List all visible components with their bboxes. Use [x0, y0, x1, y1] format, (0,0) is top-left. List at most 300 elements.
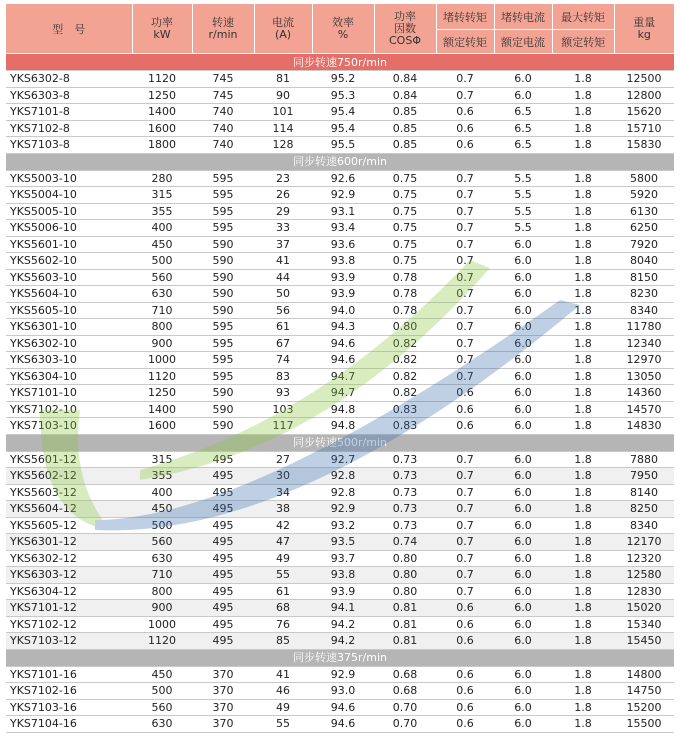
cell-current: 44: [254, 269, 312, 286]
cell-power: 1120: [132, 71, 192, 88]
header-locked-torque: 堵转转矩: [436, 4, 494, 30]
cell-model: YKS6302-8: [6, 71, 132, 88]
section-header: [6, 434, 674, 451]
cell-weight: 12580: [614, 567, 674, 584]
cell-locked-current: 6.0: [494, 583, 552, 600]
cell-weight: 7920: [614, 236, 674, 253]
table-row: [6, 401, 674, 418]
header-rated-torque-1: 额定转矩: [436, 30, 494, 54]
cell-max-torque: 1.8: [552, 716, 614, 733]
cell-efficiency: 93.6: [312, 236, 374, 253]
cell-locked-current: 6.0: [494, 385, 552, 402]
cell-power-factor: 0.73: [374, 517, 436, 534]
cell-current: 117: [254, 418, 312, 435]
cell-speed: 590: [192, 269, 254, 286]
cell-locked-torque: 0.7: [436, 352, 494, 369]
table-row: [6, 699, 674, 716]
cell-locked-torque: 0.7: [436, 468, 494, 485]
cell-current: 47: [254, 534, 312, 551]
cell-weight: 8150: [614, 269, 674, 286]
table-row: [6, 269, 674, 286]
header-max-torque: 最大转矩: [552, 4, 614, 30]
cell-weight: 12170: [614, 534, 674, 551]
cell-model: YKS7101-16: [6, 666, 132, 683]
cell-power: 710: [132, 567, 192, 584]
cell-weight: 8340: [614, 302, 674, 319]
cell-power-factor: 0.73: [374, 468, 436, 485]
cell-model: YKS5602-12: [6, 468, 132, 485]
cell-locked-current: 6.0: [494, 451, 552, 468]
cell-max-torque: 1.8: [552, 451, 614, 468]
cell-speed: 595: [192, 203, 254, 220]
cell-speed: 745: [192, 87, 254, 104]
cell-max-torque: 1.8: [552, 418, 614, 435]
cell-model: YKS5004-10: [6, 187, 132, 204]
cell-power: 900: [132, 335, 192, 352]
cell-locked-torque: 0.6: [436, 120, 494, 137]
cell-speed: 495: [192, 451, 254, 468]
cell-weight: 15830: [614, 137, 674, 154]
spec-table-container: [6, 4, 674, 733]
cell-weight: 8040: [614, 253, 674, 270]
cell-locked-torque: 0.6: [436, 137, 494, 154]
cell-efficiency: 92.6: [312, 170, 374, 187]
cell-model: YKS7103-8: [6, 137, 132, 154]
cell-model: YKS6304-10: [6, 368, 132, 385]
cell-current: 37: [254, 236, 312, 253]
table-row: [6, 236, 674, 253]
cell-weight: 12800: [614, 87, 674, 104]
cell-power-factor: 0.82: [374, 335, 436, 352]
cell-efficiency: 94.2: [312, 633, 374, 650]
cell-current: 50: [254, 286, 312, 303]
cell-current: 55: [254, 716, 312, 733]
table-row: [6, 137, 674, 154]
cell-max-torque: 1.8: [552, 87, 614, 104]
cell-efficiency: 93.2: [312, 517, 374, 534]
cell-max-torque: 1.8: [552, 534, 614, 551]
cell-current: 61: [254, 319, 312, 336]
cell-power: 450: [132, 236, 192, 253]
cell-speed: 590: [192, 253, 254, 270]
cell-power: 1800: [132, 137, 192, 154]
cell-locked-torque: 0.7: [436, 87, 494, 104]
cell-model: YKS5605-10: [6, 302, 132, 319]
cell-locked-torque: 0.7: [436, 517, 494, 534]
cell-locked-torque: 0.7: [436, 583, 494, 600]
cell-speed: 495: [192, 550, 254, 567]
cell-max-torque: 1.8: [552, 220, 614, 237]
cell-power: 1600: [132, 418, 192, 435]
cell-model: YKS6301-10: [6, 319, 132, 336]
cell-speed: 745: [192, 71, 254, 88]
table-row: [6, 302, 674, 319]
header-power: 功率 kW: [132, 4, 192, 54]
cell-locked-current: 6.0: [494, 319, 552, 336]
cell-power-factor: 0.84: [374, 71, 436, 88]
cell-locked-current: 6.0: [494, 716, 552, 733]
cell-speed: 595: [192, 319, 254, 336]
cell-locked-torque: 0.6: [436, 699, 494, 716]
cell-speed: 495: [192, 600, 254, 617]
cell-power: 355: [132, 468, 192, 485]
cell-locked-current: 6.0: [494, 468, 552, 485]
cell-max-torque: 1.8: [552, 567, 614, 584]
cell-power: 400: [132, 220, 192, 237]
cell-weight: 12500: [614, 71, 674, 88]
cell-power-factor: 0.85: [374, 137, 436, 154]
cell-efficiency: 94.8: [312, 418, 374, 435]
cell-model: YKS6302-10: [6, 335, 132, 352]
cell-speed: 590: [192, 302, 254, 319]
table-row: [6, 484, 674, 501]
table-row: [6, 319, 674, 336]
cell-power: 1000: [132, 352, 192, 369]
cell-power: 1250: [132, 87, 192, 104]
cell-model: YKS5601-10: [6, 236, 132, 253]
cell-current: 30: [254, 468, 312, 485]
cell-locked-current: 6.0: [494, 286, 552, 303]
cell-weight: 15710: [614, 120, 674, 137]
cell-power: 900: [132, 600, 192, 617]
cell-efficiency: 92.8: [312, 484, 374, 501]
cell-speed: 495: [192, 517, 254, 534]
cell-power-factor: 0.70: [374, 716, 436, 733]
cell-efficiency: 94.0: [312, 302, 374, 319]
cell-power-factor: 0.78: [374, 286, 436, 303]
cell-max-torque: 1.8: [552, 368, 614, 385]
cell-efficiency: 94.1: [312, 600, 374, 617]
cell-efficiency: 94.6: [312, 335, 374, 352]
cell-current: 38: [254, 501, 312, 518]
cell-efficiency: 94.7: [312, 368, 374, 385]
cell-max-torque: 1.8: [552, 71, 614, 88]
cell-speed: 590: [192, 418, 254, 435]
header-weight: 重量 kg: [614, 4, 674, 54]
cell-power-factor: 0.73: [374, 501, 436, 518]
cell-locked-torque: 0.7: [436, 451, 494, 468]
cell-max-torque: 1.8: [552, 286, 614, 303]
section-header: [6, 54, 674, 71]
cell-speed: 370: [192, 699, 254, 716]
cell-locked-current: 6.0: [494, 600, 552, 617]
cell-power-factor: 0.80: [374, 319, 436, 336]
cell-current: 49: [254, 699, 312, 716]
table-row: [6, 187, 674, 204]
cell-locked-current: 6.0: [494, 633, 552, 650]
cell-weight: 5920: [614, 187, 674, 204]
table-row: [6, 616, 674, 633]
cell-weight: 8340: [614, 517, 674, 534]
cell-weight: 5800: [614, 170, 674, 187]
cell-speed: 595: [192, 368, 254, 385]
cell-power: 500: [132, 683, 192, 700]
cell-current: 68: [254, 600, 312, 617]
cell-locked-torque: 0.7: [436, 187, 494, 204]
cell-speed: 740: [192, 120, 254, 137]
cell-efficiency: 93.9: [312, 583, 374, 600]
cell-locked-torque: 0.7: [436, 253, 494, 270]
cell-model: YKS6303-10: [6, 352, 132, 369]
cell-current: 33: [254, 220, 312, 237]
cell-locked-current: 6.0: [494, 699, 552, 716]
cell-power: 800: [132, 583, 192, 600]
cell-speed: 495: [192, 501, 254, 518]
section-title: 同步转速600r/min: [6, 153, 674, 170]
cell-speed: 370: [192, 683, 254, 700]
cell-locked-torque: 0.6: [436, 418, 494, 435]
cell-current: 41: [254, 666, 312, 683]
section-title: 同步转速750r/min: [6, 54, 674, 71]
cell-current: 101: [254, 104, 312, 121]
cell-weight: 7880: [614, 451, 674, 468]
cell-locked-current: 6.0: [494, 567, 552, 584]
cell-max-torque: 1.8: [552, 401, 614, 418]
cell-locked-current: 6.0: [494, 501, 552, 518]
cell-power-factor: 0.83: [374, 401, 436, 418]
cell-speed: 595: [192, 187, 254, 204]
cell-efficiency: 95.4: [312, 104, 374, 121]
cell-efficiency: 95.4: [312, 120, 374, 137]
table-row: [6, 501, 674, 518]
cell-weight: 8140: [614, 484, 674, 501]
cell-current: 67: [254, 335, 312, 352]
cell-current: 128: [254, 137, 312, 154]
cell-model: YKS7104-16: [6, 716, 132, 733]
table-row: [6, 666, 674, 683]
cell-power-factor: 0.75: [374, 253, 436, 270]
cell-model: YKS7103-16: [6, 699, 132, 716]
cell-locked-torque: 0.7: [436, 501, 494, 518]
cell-model: YKS5005-10: [6, 203, 132, 220]
cell-power: 560: [132, 269, 192, 286]
cell-speed: 590: [192, 401, 254, 418]
cell-power-factor: 0.80: [374, 583, 436, 600]
cell-max-torque: 1.8: [552, 104, 614, 121]
cell-max-torque: 1.8: [552, 335, 614, 352]
table-row: [6, 368, 674, 385]
cell-power-factor: 0.82: [374, 368, 436, 385]
cell-power-factor: 0.80: [374, 550, 436, 567]
table-row: [6, 170, 674, 187]
cell-model: YKS6303-8: [6, 87, 132, 104]
cell-efficiency: 93.9: [312, 269, 374, 286]
cell-current: 81: [254, 71, 312, 88]
cell-current: 103: [254, 401, 312, 418]
cell-model: YKS5603-10: [6, 269, 132, 286]
cell-locked-current: 6.0: [494, 87, 552, 104]
cell-weight: 14830: [614, 418, 674, 435]
cell-weight: 15200: [614, 699, 674, 716]
cell-power-factor: 0.82: [374, 352, 436, 369]
cell-locked-torque: 0.7: [436, 550, 494, 567]
cell-speed: 495: [192, 583, 254, 600]
cell-locked-current: 6.0: [494, 352, 552, 369]
cell-power: 710: [132, 302, 192, 319]
cell-efficiency: 94.3: [312, 319, 374, 336]
cell-efficiency: 94.6: [312, 699, 374, 716]
table-row: [6, 104, 674, 121]
cell-speed: 590: [192, 236, 254, 253]
cell-efficiency: 95.5: [312, 137, 374, 154]
cell-power-factor: 0.70: [374, 699, 436, 716]
cell-locked-current: 6.0: [494, 253, 552, 270]
table-row: [6, 716, 674, 733]
cell-locked-torque: 0.6: [436, 666, 494, 683]
cell-weight: 13050: [614, 368, 674, 385]
cell-max-torque: 1.8: [552, 501, 614, 518]
cell-locked-torque: 0.6: [436, 401, 494, 418]
cell-speed: 370: [192, 716, 254, 733]
cell-max-torque: 1.8: [552, 187, 614, 204]
cell-efficiency: 93.9: [312, 286, 374, 303]
cell-locked-current: 6.0: [494, 616, 552, 633]
cell-power: 1120: [132, 368, 192, 385]
cell-efficiency: 95.2: [312, 71, 374, 88]
table-row: [6, 220, 674, 237]
cell-locked-torque: 0.7: [436, 269, 494, 286]
cell-current: 114: [254, 120, 312, 137]
cell-power: 500: [132, 517, 192, 534]
table-row: [6, 71, 674, 88]
cell-power-factor: 0.83: [374, 418, 436, 435]
cell-locked-torque: 0.7: [436, 567, 494, 584]
cell-speed: 495: [192, 633, 254, 650]
header-power-factor: 功率 因数 COSΦ: [374, 4, 436, 54]
cell-weight: 11780: [614, 319, 674, 336]
cell-power: 450: [132, 666, 192, 683]
cell-power: 1400: [132, 104, 192, 121]
cell-weight: 14800: [614, 666, 674, 683]
cell-locked-torque: 0.6: [436, 616, 494, 633]
cell-weight: 14750: [614, 683, 674, 700]
cell-speed: 495: [192, 468, 254, 485]
cell-model: YKS7101-10: [6, 385, 132, 402]
table-row: [6, 468, 674, 485]
cell-max-torque: 1.8: [552, 666, 614, 683]
cell-speed: 740: [192, 137, 254, 154]
header-current: 电流 (A): [254, 4, 312, 54]
cell-locked-current: 6.0: [494, 401, 552, 418]
cell-power: 400: [132, 484, 192, 501]
cell-power-factor: 0.74: [374, 534, 436, 551]
cell-locked-torque: 0.6: [436, 633, 494, 650]
cell-efficiency: 93.1: [312, 203, 374, 220]
cell-max-torque: 1.8: [552, 468, 614, 485]
cell-current: 29: [254, 203, 312, 220]
table-row: [6, 517, 674, 534]
cell-weight: 15340: [614, 616, 674, 633]
cell-power-factor: 0.85: [374, 120, 436, 137]
cell-power: 800: [132, 319, 192, 336]
cell-locked-torque: 0.7: [436, 319, 494, 336]
cell-efficiency: 92.9: [312, 666, 374, 683]
cell-locked-current: 6.5: [494, 137, 552, 154]
cell-efficiency: 94.7: [312, 385, 374, 402]
cell-max-torque: 1.8: [552, 253, 614, 270]
cell-weight: 14360: [614, 385, 674, 402]
cell-power: 450: [132, 501, 192, 518]
table-row: [6, 633, 674, 650]
cell-weight: 12320: [614, 550, 674, 567]
table-row: [6, 120, 674, 137]
cell-locked-current: 6.0: [494, 484, 552, 501]
cell-max-torque: 1.8: [552, 385, 614, 402]
cell-efficiency: 92.7: [312, 451, 374, 468]
cell-speed: 370: [192, 666, 254, 683]
cell-locked-torque: 0.7: [436, 236, 494, 253]
cell-max-torque: 1.8: [552, 683, 614, 700]
cell-max-torque: 1.8: [552, 550, 614, 567]
cell-current: 27: [254, 451, 312, 468]
cell-weight: 8250: [614, 501, 674, 518]
table-body: [6, 54, 674, 733]
cell-power-factor: 0.75: [374, 187, 436, 204]
cell-locked-torque: 0.7: [436, 484, 494, 501]
cell-power: 1250: [132, 385, 192, 402]
cell-model: YKS5603-12: [6, 484, 132, 501]
cell-model: YKS6303-12: [6, 567, 132, 584]
cell-model: YKS5602-10: [6, 253, 132, 270]
cell-power-factor: 0.85: [374, 104, 436, 121]
cell-power-factor: 0.75: [374, 170, 436, 187]
table-row: [6, 418, 674, 435]
cell-speed: 740: [192, 104, 254, 121]
cell-power: 1120: [132, 633, 192, 650]
cell-locked-current: 6.0: [494, 683, 552, 700]
cell-model: YKS5003-10: [6, 170, 132, 187]
cell-locked-current: 6.0: [494, 335, 552, 352]
cell-locked-current: 6.0: [494, 236, 552, 253]
cell-locked-current: 5.5: [494, 170, 552, 187]
cell-current: 46: [254, 683, 312, 700]
cell-current: 49: [254, 550, 312, 567]
header-rated-torque-2: 额定转矩: [552, 30, 614, 54]
cell-efficiency: 93.7: [312, 550, 374, 567]
header-model: 型 号: [6, 4, 132, 54]
cell-current: 55: [254, 567, 312, 584]
cell-weight: 8230: [614, 286, 674, 303]
cell-locked-torque: 0.7: [436, 286, 494, 303]
cell-locked-torque: 0.6: [436, 104, 494, 121]
cell-speed: 590: [192, 286, 254, 303]
cell-locked-current: 6.0: [494, 71, 552, 88]
cell-speed: 595: [192, 220, 254, 237]
cell-power-factor: 0.81: [374, 600, 436, 617]
cell-locked-torque: 0.6: [436, 683, 494, 700]
cell-model: YKS6302-12: [6, 550, 132, 567]
cell-locked-torque: 0.7: [436, 335, 494, 352]
cell-current: 41: [254, 253, 312, 270]
cell-weight: 12970: [614, 352, 674, 369]
cell-current: 23: [254, 170, 312, 187]
cell-locked-current: 5.5: [494, 187, 552, 204]
cell-efficiency: 95.3: [312, 87, 374, 104]
table-row: [6, 583, 674, 600]
cell-model: YKS7101-12: [6, 600, 132, 617]
cell-power: 630: [132, 550, 192, 567]
cell-model: YKS6304-12: [6, 583, 132, 600]
cell-max-torque: 1.8: [552, 170, 614, 187]
cell-model: YKS5604-12: [6, 501, 132, 518]
header-rated-current: 额定电流: [494, 30, 552, 54]
cell-locked-current: 5.5: [494, 220, 552, 237]
cell-power: 560: [132, 699, 192, 716]
table-row: [6, 550, 674, 567]
cell-efficiency: 93.8: [312, 567, 374, 584]
cell-power-factor: 0.75: [374, 203, 436, 220]
cell-efficiency: 93.8: [312, 253, 374, 270]
